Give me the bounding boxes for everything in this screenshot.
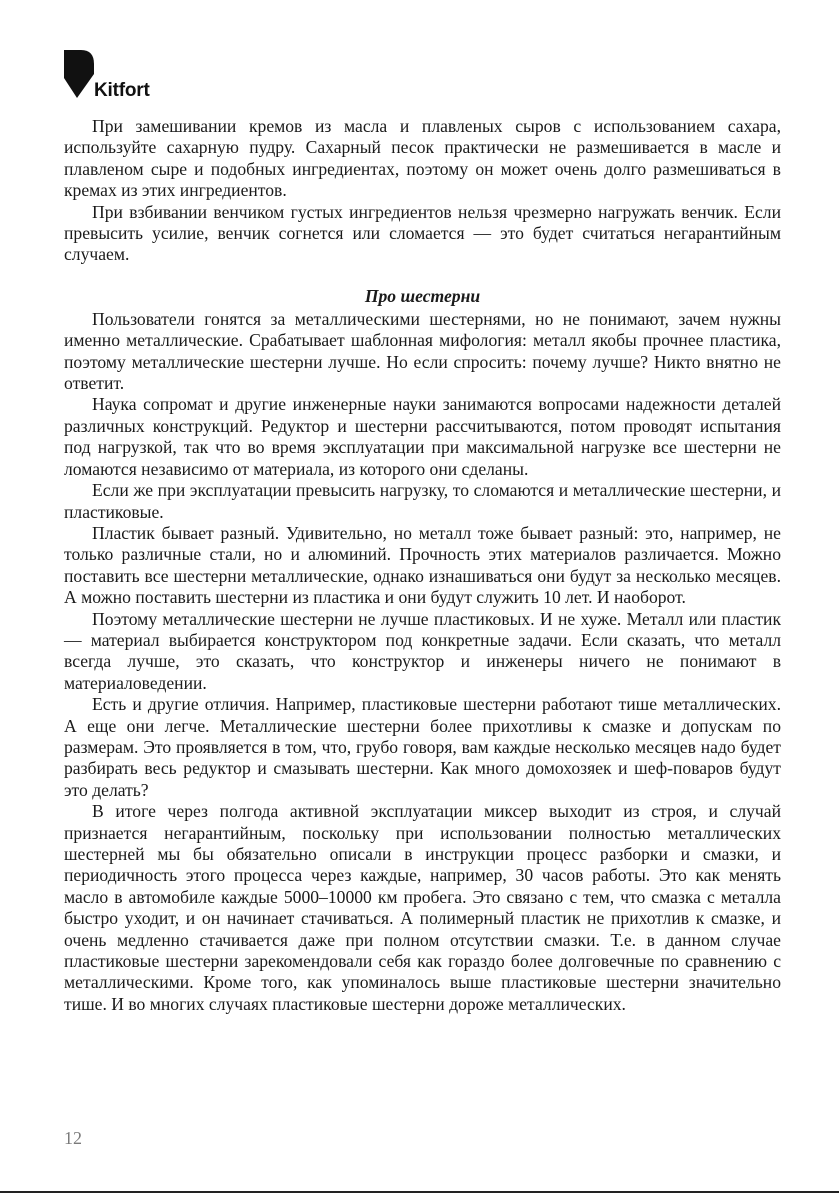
paragraph: Если же при эксплуатации превысить нагрузку, то сломаются и металлические шестерни, и пластиковые.: [64, 480, 781, 522]
paragraph: При замешивании кремов из масла и плавленых сыров с использованием сахара, используйте сахарную пудру. Сахарный песок практически не размешивается в масле и плавленом сыре и подобных ингредиентах, поэтому он может очень долго размешиваться в кремах из этих ингредиентов.: [64, 116, 781, 201]
paragraph: Есть и другие отличия. Например, пластиковые шестерни работают тише металлических. А еще они легче. Металлические шестерни более прихотливы к смазке и допускам по размерам. Это проявляется в том, что, грубо говоря, вам каждые несколько месяцев надо будет разбирать весь редуктор и смазывать шестерни. Как много домохозяек и шеф-поваров будут это делать?: [64, 694, 781, 800]
brand-name: Kitfort: [94, 80, 150, 101]
paragraph: Пластик бывает разный. Удивительно, но металл тоже бывает разный: это, например, не только различные стали, но и алюминий. Прочность этих материалов различается. Можно поставить все шестерни металлические, однако изнашиваться они будут за несколько месяцев. А можно поставить шестерни из пластика и они будут служить 10 лет. И наоборот.: [64, 522, 781, 608]
paragraph: Поэтому металлические шестерни не лучше пластиковых. И не хуже. Металл или пластик — материал выбирается конструктором под конкретные задачи. Если сказать, что металл всегда лучше, это сказать, что конструктор и инженеры ничего не понимают в материаловедении.: [64, 608, 781, 693]
kitfort-logo-icon: [64, 50, 94, 102]
page-number: 12: [64, 1128, 82, 1148]
brand-logo: [64, 50, 184, 102]
paragraph: При взбивании венчиком густых ингредиентов нельзя чрезмерно нагружать венчик. Если превысить усилие, венчик согнется или сломается — это будет считаться негарантийным случаем.: [64, 201, 781, 265]
paragraph: Пользователи гонятся за металлическими шестернями, но не понимают, зачем нужны именно металлические. Срабатывает шаблонная мифология: металл якобы прочнее пластика, поэтому металлические шестерни лучше. Но если спросить: почему лучше? Никто внятно не ответит.: [64, 308, 781, 394]
section-title: Про шестерни: [364, 285, 481, 306]
paragraph: Наука сопромат и другие инженерные науки занимаются вопросами надежности деталей различных конструкций. Редуктор и шестерни рассчитываются, потом проводят испытания под нагрузкой, так что во время эксплуатации при максимальной нагрузке все шестерни не ломаются независимо от материала, из которого они сделаны.: [64, 394, 781, 479]
document-body: [64, 116, 781, 1015]
paragraph: В итоге через полгода активной эксплуатации миксер выходит из строя, и случай признается негарантийным, поскольку при использовании полностью металлических шестерней мы бы обязательно описали в инструкции процесс разборки и смазки, и периодичность этого процесса через каждые, например, 30 часов работы. Это как менять масло в автомобиле каждые 5000–10000 км пробега. Это связано с тем, что смазка с металла быстро уходит, и он начинает стачиваться. А полимерный пластик не прихотлив к смазке, и очень медленно стачивается даже при полном отсутствии смазки. Т.е. в данном случае пластиковые шестерни зарекомендовали себя как гораздо более долговечные по сравнению с металлическими. Кроме того, как упоминалось выше пластиковые шестерни значительно тише. И во многих случаях пластиковые шестерни дороже металлических.: [64, 801, 781, 1014]
